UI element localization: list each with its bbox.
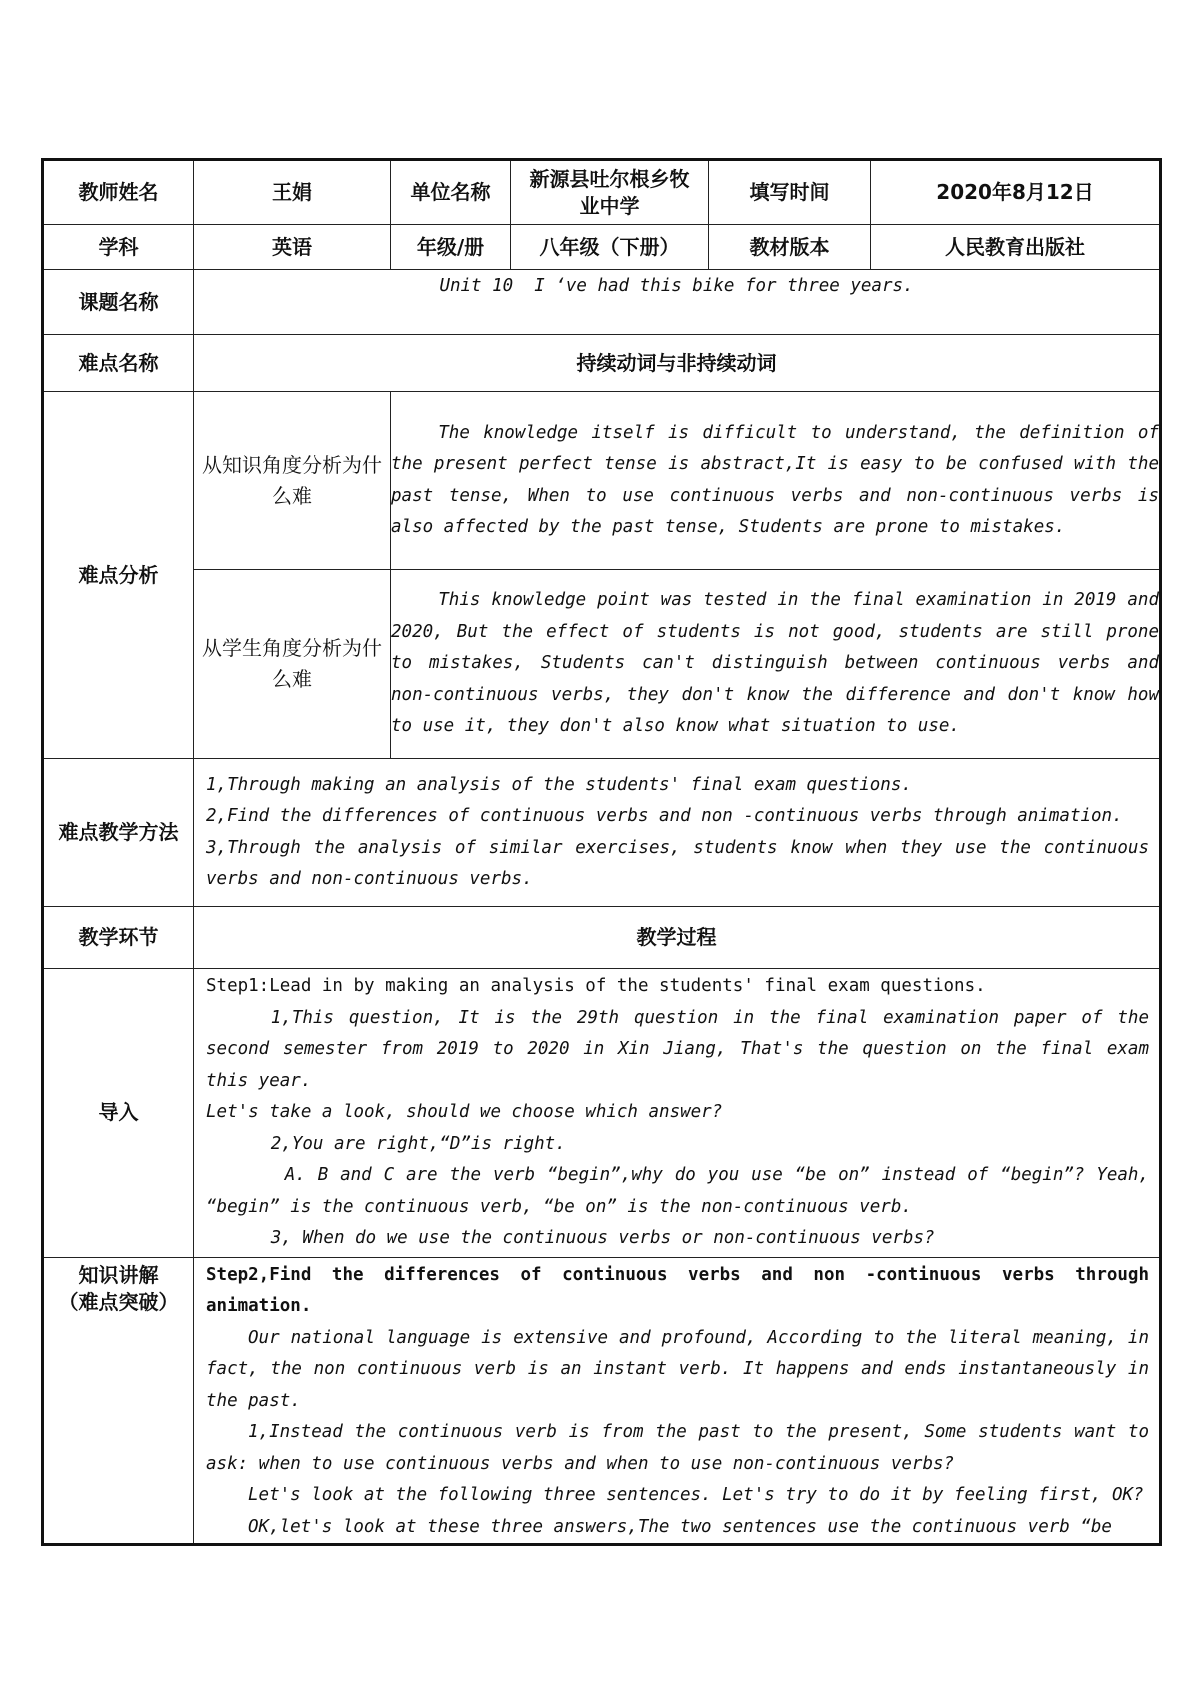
topic-row <box>43 270 1161 335</box>
method-item: 2,Find the differences of continuous verbs and non -continuous verbs through animation. <box>206 806 1123 826</box>
header-row-2 <box>43 225 1161 270</box>
subject-value: 英语 <box>194 225 391 270</box>
teacher-name-value: 王娟 <box>194 160 391 225</box>
unit-name-label: 单位名称 <box>391 160 511 225</box>
process-header-row <box>43 907 1161 969</box>
fill-date-value: 2020年8月12日 <box>871 160 1161 225</box>
intro-paragraph: 2,You are right,“D”is right. <box>270 1133 566 1154</box>
method-item: 3,Through the analysis of similar exercises, students know when they use the continuous verbs and non-continuous verbs. <box>206 837 1149 889</box>
difficulty-value: 持续动词与非持续动词 <box>194 335 1161 392</box>
knowledge-content <box>194 1257 1161 1545</box>
knowledge-angle-label: 从知识角度分析为什么难 <box>194 392 391 570</box>
intro-paragraph: A. B and C are the verb “begin”,why do you use “be on” instead of “begin”? Yeah, “begin” is the continuous verb, “be on” is the non-continuous verb. <box>206 1165 1149 1217</box>
grade-value: 八年级（下册） <box>511 225 709 270</box>
method-content <box>194 759 1161 907</box>
difficulty-label: 难点名称 <box>43 335 194 392</box>
method-label: 难点教学方法 <box>43 759 194 907</box>
knowledge-angle-text: The knowledge itself is difficult to understand, the definition of the present perfect tense is abstract,It is easy to be confused with the past tense, When to use continuous verbs and non-continuous verbs is also affected by the past tense, Students are prone to mistakes. <box>391 392 1161 570</box>
analysis-row-student <box>43 570 1161 759</box>
difficulty-row <box>43 335 1161 392</box>
method-row <box>43 759 1161 907</box>
subject-label: 学科 <box>43 225 194 270</box>
knowledge-label <box>43 1257 194 1545</box>
knowledge-label-line: 知识讲解 <box>78 1262 159 1287</box>
knowledge-row <box>43 1257 1161 1545</box>
knowledge-paragraph: Let's look at the following three sentences. Let's try to do it by feeling first, OK? <box>248 1485 1144 1505</box>
topic-label: 课题名称 <box>43 270 194 335</box>
student-angle-label: 从学生角度分析为什么难 <box>194 570 391 759</box>
intro-step-heading: Step1:Lead in by making an analysis of the students' final exam questions. <box>206 976 986 996</box>
lesson-plan-table <box>41 158 1162 1546</box>
knowledge-paragraph: Our national language is extensive and profound, According to the literal meaning, in fact, the non continuous verb is an instant verb. It happens and ends instantaneously in the past. <box>206 1327 1149 1411</box>
process-title: 教学过程 <box>194 907 1161 969</box>
knowledge-step-heading: Step2,Find the differences of continuous verbs and non -continuous verbs through animation. <box>206 1264 1149 1316</box>
intro-paragraph: 1,This question, It is the 29th question in the final examination paper of the second semester from 2019 to 2020 in Xin Jiang, That's the question on the final exam this year. <box>206 1007 1149 1091</box>
process-stage-label: 教学环节 <box>43 907 194 969</box>
intro-label: 导入 <box>43 969 194 1258</box>
intro-content <box>194 969 1161 1258</box>
fill-date-label: 填写时间 <box>709 160 871 225</box>
method-item: 1,Through making an analysis of the students' final exam questions. <box>206 774 912 795</box>
header-row-1 <box>43 160 1161 225</box>
intro-row <box>43 969 1161 1258</box>
intro-paragraph: 3, When do we use the continuous verbs or non-continuous verbs? <box>270 1228 935 1248</box>
knowledge-paragraph: OK,let's look at these three answers,The two sentences use the continuous verb “be <box>248 1516 1112 1537</box>
knowledge-label-line: （难点突破） <box>58 1289 179 1314</box>
grade-label: 年级/册 <box>391 225 511 270</box>
topic-value: Unit 10 I ‘ve had this bike for three years. <box>194 270 1161 335</box>
edition-label: 教材版本 <box>709 225 871 270</box>
student-angle-text: This knowledge point was tested in the final examination in 2019 and 2020, But the effect of students is not good, students are still prone to mistakes, Students can't distinguish between continuous verbs and non-continuous verbs, they don't know the difference and don't know how to use it, they don't also know what situation to use. <box>391 570 1161 759</box>
intro-paragraph: Let's take a look, should we choose which answer? <box>206 1102 723 1122</box>
teacher-name-label: 教师姓名 <box>43 160 194 225</box>
analysis-row-knowledge <box>43 392 1161 570</box>
knowledge-paragraph: 1,Instead the continuous verb is from the past to the present, Some students want to ask: when to use continuous verbs and when to use non-continuous verbs? <box>206 1422 1149 1474</box>
unit-name-value: 新源县吐尔根乡牧业中学 <box>511 160 709 225</box>
analysis-label: 难点分析 <box>43 392 194 759</box>
edition-value: 人民教育出版社 <box>871 225 1161 270</box>
